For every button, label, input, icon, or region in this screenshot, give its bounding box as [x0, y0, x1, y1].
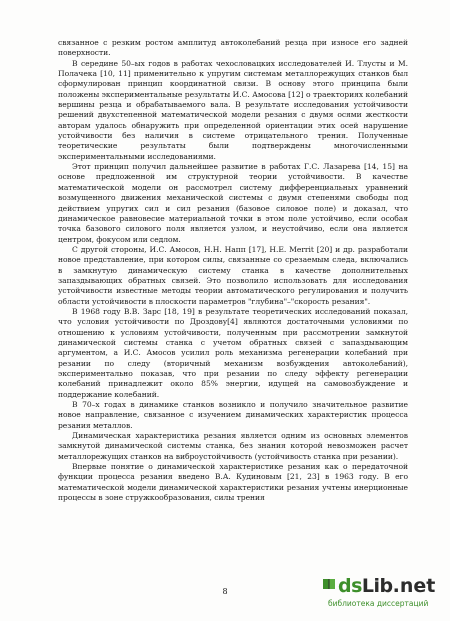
body-text — [58, 38, 408, 503]
paragraph: В середине 50–ых годов в работах чехословацких исследователей И. Тлусты и М. Полачека [10, 11] применительно к упругим системам металлорежущих станков был сформулирован принцип координатной связи. В основу этого принципа были положены экспериментальные результаты И.С. Амосова [12] о траекториях колебаний вершины резца и обрабатываемого вала. В результате исследования устойчивости решений двухстепенной математической модели резания с двумя осями жесткости авторам удалось обнаружить при определенной ориентации этих осей нарушение устойчивости без наличия в системе отрицательного трения. Полученные теоретические результаты были подтверждены многочисленными экспериментальными исследованиями. — [58, 58, 408, 161]
logo-net: .net — [392, 575, 436, 597]
logo-ds: ds — [338, 575, 362, 597]
paragraph: Впервые понятие о динамической характеристике резания как о передаточной функции процесса резания введено В.А. Кудиновым [21, 23] в 1963 году. В его математической модели динамической характеристики резания учтены инерционные процессы в зоне стружкообразования, силы трения — [58, 462, 408, 503]
paragraph: связанное с резким ростом амплитуд автоколебаний резца при износе его задней поверхности. — [58, 38, 408, 58]
paragraph: С другой стороны, И.С. Амосов, Н.Н. Напп [17], Н.Е. Merrit [20] и др. разработали новое представление, при котором силы, связанные со срезаемым следа, включались в замкнутую динамическую систему станка в качестве дополнительных запаздывающих обратных связей. Это позволило использовать для исследования устойчивости известные методы теории автоматического регулирования и получить области устойчивости в плоскости параметров "глубина"–"скорость резания". — [58, 244, 408, 306]
paragraph: Динамическая характеристика резания является одним из основных элементов замкнутой динамической системы станка, без знания которой невозможен расчет металлорежущих станков на виброустойчивость (устойчивость станка при резании). — [58, 431, 408, 461]
paragraph: В 70–х годах в динамике станков возникло и получило значительное развитие новое направление, связанное с изучением динамических характеристик процесса резания металлов. — [58, 400, 408, 430]
watermark-logo — [338, 575, 435, 597]
book-icon — [322, 577, 336, 591]
dslib-watermark — [322, 575, 442, 615]
paragraph: Этот принцип получил дальнейшее развитие в работах Г.С. Лазарева [14, 15] на основе предложенной им структурной теории устойчивости. В качестве математической модели он рассмотрел систему дифференциальных уравнений возмущенного движения механической системы с двумя степенями свободы под действием упругих сил и сил резания (базовое силовое поле) и доказал, что динамическое равновесие материальной точки в этом поле устойчиво, если особая точка базового силового поля является узлом, и неустойчиво, если она является центром, фокусом или седлом. — [58, 162, 408, 244]
watermark-caption: библиотека диссертаций — [328, 599, 429, 608]
paragraph: В 1968 году В.В. Зарс [18, 19] в результате теоретических исследований показал, что условия устойчивости по Дроздову[4] являются достаточными условиями по отношению к условиям устойчивости, полученным при рассмотрении замкнутой динамической системы станка с учетом обратных связей с запаздывающим аргументом, а И.С. Амосов усилил роль механизма регенерации колебаний при резании по следу (вторичный механизм возбуждения автоколебаний), экспериментально показав, что при резании по следу эффекту регенерации колебаний принадлежит около 85% энергии, идущей на самовозбуждение и поддержание колебаний. — [58, 306, 408, 399]
page-number: 8 — [222, 587, 228, 596]
logo-lib: Lib — [361, 575, 393, 597]
